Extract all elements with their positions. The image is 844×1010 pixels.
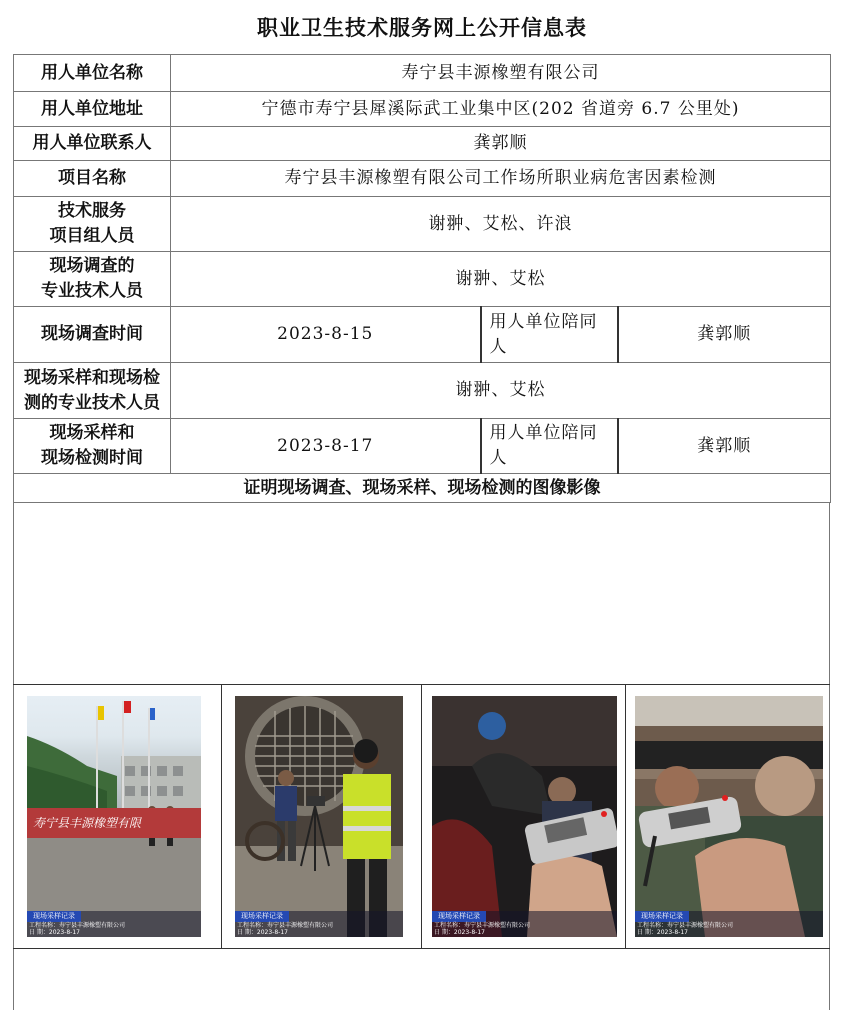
noise-meter-scene-2: [635, 696, 823, 937]
sampling-time-label-line2: 现场检测时间: [41, 448, 143, 468]
sampling-staff-label: [14, 363, 171, 419]
photo-2-project: 工程名称：寿宁县丰源橡塑有限公司: [237, 922, 334, 929]
photo-cell-2: [222, 685, 422, 948]
tech-team-value: 谢翀、艾松、许浪: [171, 197, 831, 252]
photo-3-date: 日 期：2023-8-17: [434, 929, 485, 936]
row-survey-staff: [14, 252, 831, 307]
photo-cell-3: [422, 685, 626, 948]
project-name-value: 寿宁县丰源橡塑有限公司工作场所职业病危害因素检测: [171, 161, 831, 197]
photo-1-project: 工程名称：寿宁县丰源橡塑有限公司: [29, 922, 126, 929]
photo-sampling-tripod: [235, 696, 403, 937]
tech-team-label: [14, 197, 171, 252]
photo-2-date: 日 期：2023-8-17: [237, 929, 288, 936]
survey-staff-label-line1: 现场调查的: [49, 256, 135, 276]
photo-4-project: 工程名称：寿宁县丰源橡塑有限公司: [637, 922, 734, 929]
photo-2-caption: [235, 911, 403, 937]
photos-header: 证明现场调查、现场采样、现场检测的图像影像: [14, 474, 831, 503]
photo-2-tag: 现场采样记录: [235, 911, 289, 922]
photo-noise-meter-1: [432, 696, 617, 937]
photo-factory-gate: [27, 696, 201, 937]
photo-cell-1: [13, 685, 222, 948]
sampling-staff-label-line2: 测的专业技术人员: [24, 392, 160, 413]
row-photos-header: [14, 474, 831, 503]
survey-accomp-value: 龚郭顺: [618, 307, 831, 363]
noise-meter-scene-1: [432, 696, 617, 937]
photo-3-caption: [432, 911, 617, 937]
survey-staff-value: 谢翀、艾松: [171, 252, 831, 307]
photo-4-date: 日 期：2023-8-17: [637, 929, 688, 936]
sampling-staff-value: 谢翀、艾松: [171, 363, 831, 419]
photo-1-date: 日 期：2023-8-17: [29, 929, 80, 936]
row-employer-address: [14, 92, 831, 127]
photo-4-caption: [635, 911, 823, 937]
tech-team-label-line1: 技术服务: [58, 201, 126, 221]
sampling-scene: [235, 696, 403, 937]
photo-1-tag: 现场采样记录: [27, 911, 81, 922]
sampling-accomp-label: 用人单位陪同人: [481, 419, 618, 474]
sampling-time-label: [14, 419, 171, 474]
row-employer-contact: [14, 127, 831, 161]
sampling-accomp-value: 龚郭顺: [618, 419, 831, 474]
survey-time-label: 现场调查时间: [14, 307, 171, 363]
photo-noise-meter-2: [635, 696, 823, 937]
row-sampling-staff: [14, 363, 831, 419]
photo-1-caption: [27, 911, 201, 937]
survey-time-date: 2023-8-15: [171, 307, 481, 363]
employer-name-value: 寿宁县丰源橡塑有限公司: [171, 55, 831, 92]
sampling-staff-label-line1: 现场采样和现场检: [24, 367, 160, 388]
survey-accomp-label: 用人单位陪同人: [481, 307, 618, 363]
info-table: [13, 54, 831, 503]
sampling-time-label-line1: 现场采样和: [49, 423, 135, 443]
row-survey-time: [14, 307, 831, 363]
employer-contact-value: 龚郭顺: [171, 127, 831, 161]
row-project-name: [14, 161, 831, 197]
photo-3-tag: 现场采样记录: [432, 911, 486, 922]
page-title: 职业卫生技术服务网上公开信息表: [257, 16, 587, 40]
sampling-time-date: 2023-8-17: [171, 419, 481, 474]
employer-contact-label: 用人单位联系人: [14, 127, 171, 161]
photo-cell-4: [626, 685, 830, 948]
row-employer-name: [14, 55, 831, 92]
photo-row: [13, 684, 830, 949]
survey-staff-label-line2: 专业技术人员: [41, 281, 143, 301]
factory-sign: 寿宁县丰源橡塑有限: [27, 808, 201, 838]
survey-staff-label: [14, 252, 171, 307]
row-tech-team: [14, 197, 831, 252]
employer-address-label: 用人单位地址: [14, 92, 171, 127]
employer-name-label: 用人单位名称: [14, 55, 171, 92]
project-name-label: 项目名称: [14, 161, 171, 197]
row-sampling-time: [14, 419, 831, 474]
tech-team-label-line2: 项目组人员: [49, 226, 135, 246]
photo-4-tag: 现场采样记录: [635, 911, 689, 922]
employer-address-value: 宁德市寿宁县犀溪际武工业集中区(202 省道旁 6.7 公里处): [171, 92, 831, 127]
photo-3-project: 工程名称：寿宁县丰源橡塑有限公司: [434, 922, 531, 929]
